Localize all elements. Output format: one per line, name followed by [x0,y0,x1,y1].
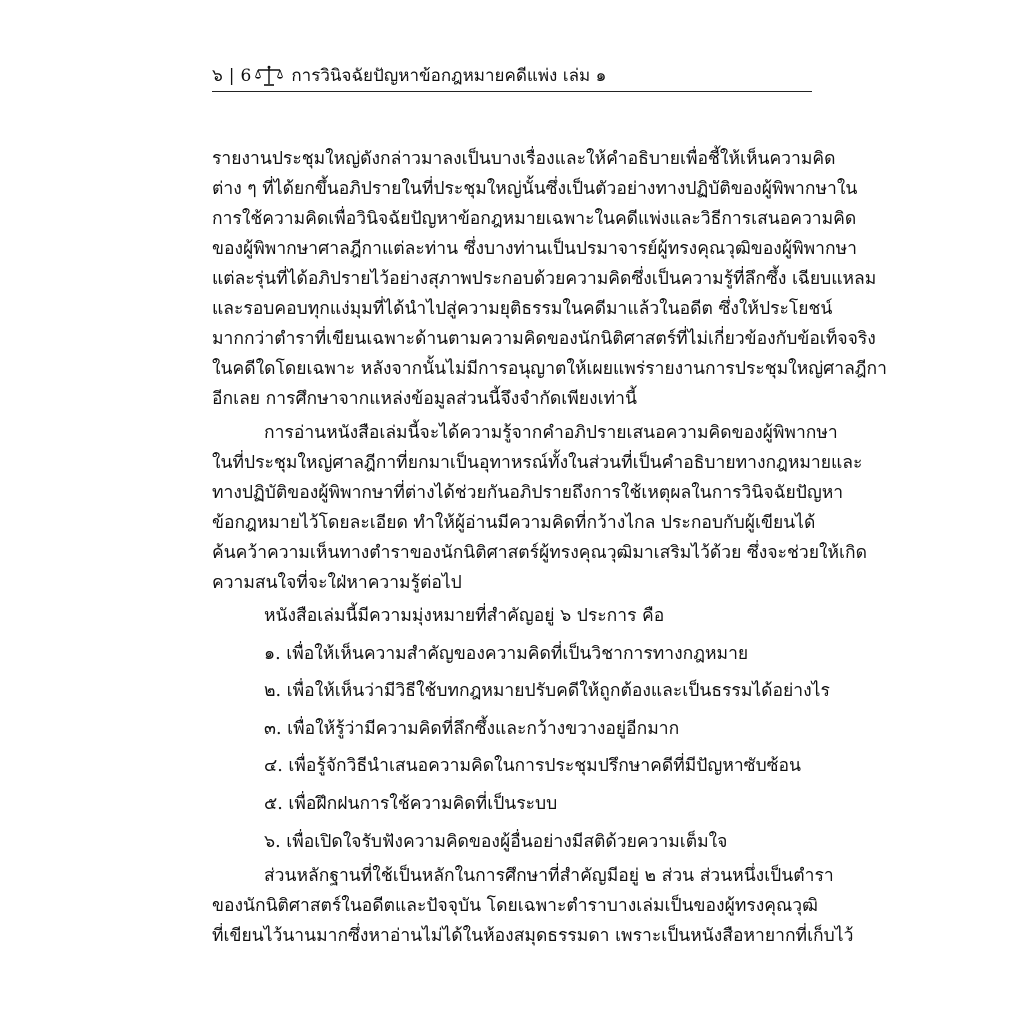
running-header [212,62,812,90]
list-item: ๕. เพื่อฝึกฝนการใช้ความคิดที่เป็นระบบ [264,793,558,814]
text-line: ในคดีใดโดยเฉพาะ หลังจากนั้นไม่มีการอนุญาตให้เผยแพร่รายงานการประชุมใหญ่ศาลฎีกา [212,359,887,379]
text-line: ค้นคว้าความเห็นทางตำราของนักนิติศาสตร์ผู้ทรงคุณวุฒิมาเสริมไว้ด้วย ซึ่งจะช่วยให้เกิด [212,543,867,563]
paragraph-1 [212,144,887,414]
header-separator: | [228,66,235,86]
text-line: ทางปฏิบัติของผู้พิพากษาที่ต่างได้ช่วยกันอภิปรายถึงการใช้เหตุผลในการวินิจฉัยปัญหา [212,483,844,503]
list-item: ๖. เพื่อเปิดใจรับฟังความคิดของผู้อื่นอย่างมีสติด้วยความเต็มใจ [264,831,728,852]
body-text [212,144,887,951]
header-rule [212,91,812,92]
list-intro: หนังสือเล่มนี้มีความมุ่งหมายที่สำคัญอยู่ ๖ ประการ คือ [264,606,665,626]
text-line: ของนักนิติศาสตร์ในอดีตและปัจจุบัน โดยเฉพาะตำราบางเล่มเป็นของผู้ทรงคุณวุฒิ [212,896,818,917]
text-line: ที่เขียนไว้นานมากซึ่งหาอ่านไม่ได้ในห้องสมุดธรรมดา เพราะเป็นหนังสือหายากที่เก็บไว้ [212,926,854,947]
list-item: ๓. เพื่อให้รู้ว่ามีความคิดที่ลึกซึ้งและกว้างขวางอยู่อีกมาก [264,718,680,739]
text-line: อีกเลย การศึกษาจากแหล่งข้อมูลส่วนนี้จึงจำกัดเพียงเท่านี้ [212,389,637,409]
list-item: ๔. เพื่อรู้จักวิธีนำเสนอความคิดในการประชุมปรึกษาคดีที่มีปัญหาซับซ้อน [264,756,802,777]
text-line: รายงานประชุมใหญ่ดังกล่าวมาลงเป็นบางเรื่องและให้คำอธิบายเพื่อชี้ให้เห็นความคิด [212,149,836,169]
text-line: ต่าง ๆ ที่ได้ยกขึ้นอภิปรายในที่ประชุมใหญ่นั้นซึ่งเป็นตัวอย่างทางปฏิบัติของผู้พิพากษาใน [212,179,858,199]
text-line: การใช้ความคิดเพื่อวินิจฉัยปัญหาข้อกฎหมายเฉพาะในคดีแพ่งและวิธีการเสนอความคิด [212,209,857,229]
text-line: มากกว่าตำราที่เขียนเฉพาะด้านตามความคิดของนักนิติศาสตร์ที่ไม่เกี่ยวข้องกับข้อเท็จจริง [212,329,876,349]
scales-of-justice-icon [255,65,283,87]
text-line: ส่วนหลักฐานที่ใช้เป็นหลักในการศึกษาที่สำคัญมีอยู่ ๒ ส่วน ส่วนหนึ่งเป็นตำรา [264,866,834,887]
paragraph-2 [212,418,867,598]
text-line: การอ่านหนังสือเล่มนี้จะได้ความรู้จากคำอภิปรายเสนอความคิดของผู้พิพากษา [264,423,838,443]
text-line: ในที่ประชุมใหญ่ศาลฎีกาที่ยกมาเป็นอุทาหรณ์ทั้งในส่วนที่เป็นคำอธิบายทางกฎหมายและ [212,453,863,473]
text-line: ของผู้พิพากษาศาลฎีกาแต่ละท่าน ซึ่งบางท่านเป็นปรมาจารย์ผู้ทรงคุณวุฒิของผู้พิพากษา [212,239,857,259]
running-header-title: การวินิจฉัยปัญหาข้อกฎหมายคดีแพ่ง เล่ม ๑ [291,66,607,86]
text-line: ความสนใจที่จะใฝ่หาความรู้ต่อไป [212,573,462,593]
list-item: ๑. เพื่อให้เห็นความสำคัญของความคิดที่เป็นวิชาการทางกฎหมาย [264,643,749,664]
text-line: แต่ละรุ่นที่ได้อภิปรายไว้อย่างสุภาพประกอบด้วยความคิดซึ่งเป็นความรู้ที่ลึกซึ้ง เฉียบแหลม [212,269,877,289]
page-number-thai: ๖ [212,66,223,86]
text-line: ข้อกฎหมายไว้โดยละเอียด ทำให้ผู้อ่านมีความคิดที่กว้างไกล ประกอบกับผู้เขียนได้ [212,513,816,533]
text-line: และรอบคอบทุกแง่มุมที่ได้นำไปสู่ความยุติธรรมในคดีมาแล้วในอดีต ซึ่งให้ประโยชน์ [212,299,833,319]
paragraph-3 [212,861,854,951]
purposes-list [212,598,830,861]
page-number-arabic: 6 [240,66,252,86]
list-item: ๒. เพื่อให้เห็นว่ามีวิธีใช้บทกฎหมายปรับคดีให้ถูกต้องและเป็นธรรมได้อย่างไร [264,681,830,702]
